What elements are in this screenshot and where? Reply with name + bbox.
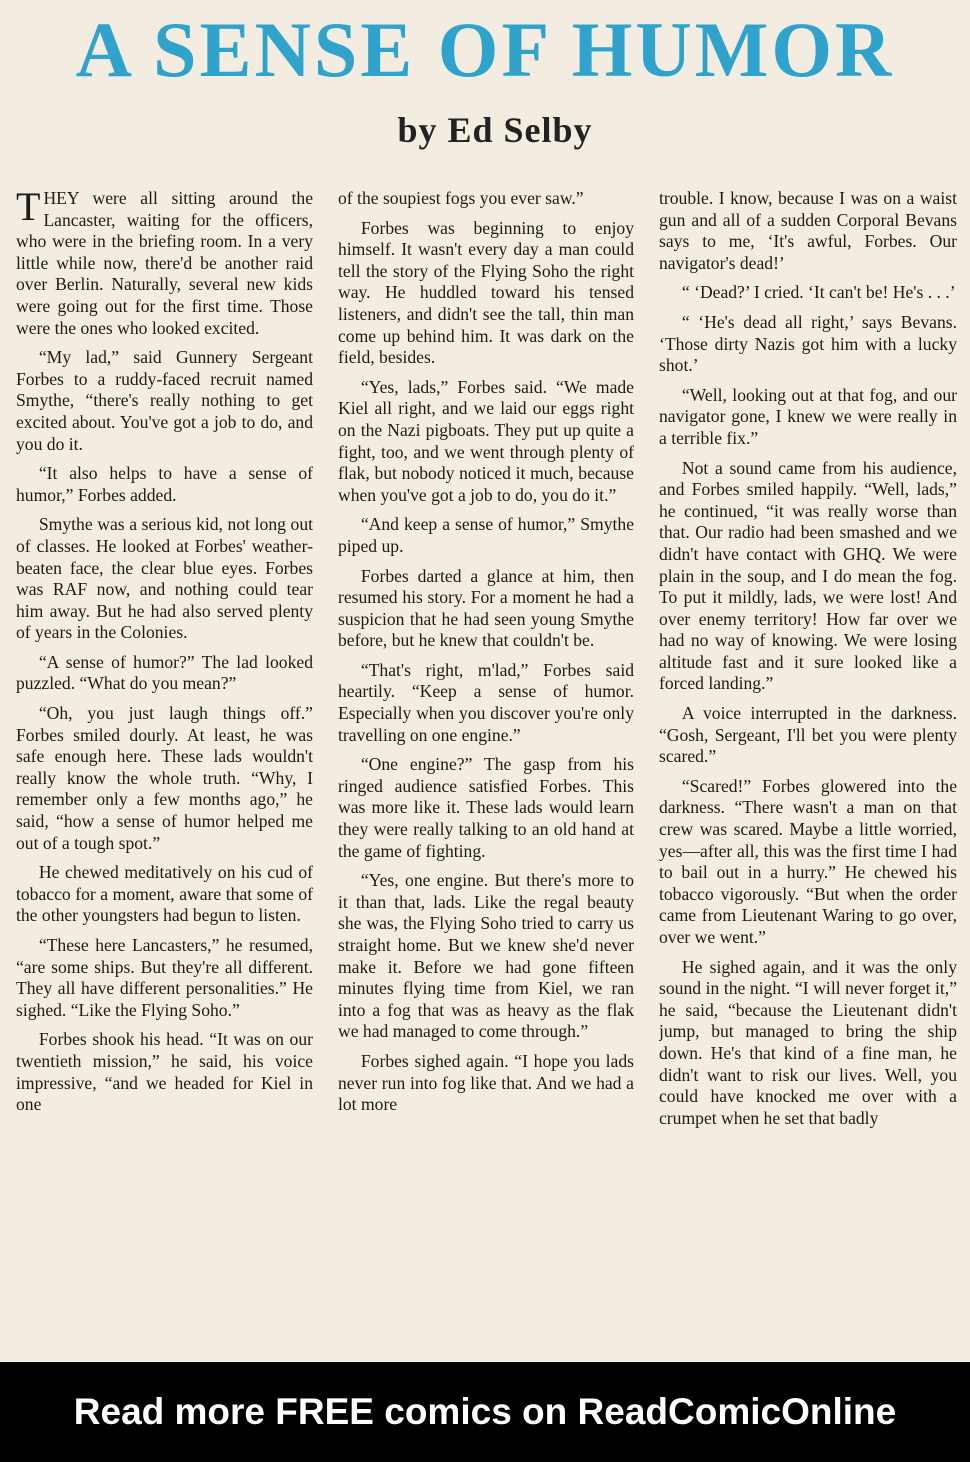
- promo-banner[interactable]: Read more FREE comics on ReadComicOnline: [0, 1362, 970, 1462]
- paragraph: “These here Lancasters,” he resumed, “are some ships. But they're all different. They all have different personalities.” He sighed. “Like the Flying Soho.”: [16, 935, 313, 1020]
- paragraph: Forbes darted a glance at him, then resumed his story. For a moment he had a suspicion that he had seen young Smythe before, but he knew that couldn't be.: [338, 565, 634, 651]
- paragraph: “And keep a sense of humor,” Smythe piped up.: [338, 514, 634, 556]
- paragraph-text: HEY were all sitting around the Lancaster, waiting for the officers, who were in the briefing room. In a very little while now, there'd be another raid over Berlin. Naturally, several new kids were going out for the first time. Those were the ones who looked excited.: [16, 188, 313, 338]
- paragraph: “Yes, one engine. But there's more to it than that, lads. Like the regal beauty she was, the Flying Soho tried to carry us straight home. But we knew she'd never make it. Before we had gone fifteen minutes flying time from Kiel, we ran into a fog that was as heavy as the flak we had managed to come through.”: [338, 870, 634, 1042]
- drop-cap: T: [16, 188, 41, 229]
- paragraph: He chewed meditatively on his cud of tobacco for a moment, aware that some of the other youngsters had begun to listen.: [16, 862, 313, 926]
- paragraph: “ ‘Dead?’ I cried. ‘It can't be! He's . . .’: [681, 282, 956, 303]
- paragraph: “Well, looking out at that fog, and our navigator gone, I knew we were really in a terrible fix.”: [659, 384, 957, 448]
- paragraph: Forbes was beginning to enjoy himself. It wasn't every day a man could tell the story of the Flying Soho the right way. He huddled toward his tensed listeners, and didn't see the tall, thin man come up behind him. It was dark on the field, besides.: [338, 217, 634, 368]
- paragraph: “One engine?” The gasp from his ringed audience satisfied Forbes. This was more like it. These lads would learn they were really talking to an old hand at the game of fighting.: [338, 754, 634, 861]
- paragraph: of the soupiest fogs you ever saw.”: [338, 188, 584, 208]
- text-column-3: [659, 188, 957, 1348]
- paragraph: “Scared!” Forbes glowered into the darkness. “There wasn't a man on that crew was scared. Maybe a little worried, yes—after all, this was the first time I had to bail out in a hurry.” He chewed his tobacco vigorously. “But when the order came from Lieutenant Waring to go over, over we went.”: [659, 775, 957, 947]
- text-column-2: [338, 188, 634, 1348]
- paragraph: trouble. I know, because I was on a waist gun and all of a sudden Corporal Bevans says to me, ‘It's awful, Forbes. Our navigator's dead!’: [659, 188, 957, 273]
- paragraph: He sighed again, and it was the only sound in the night. “I will never forget it,” he said, “because the Lieutenant didn't jump, but managed to bring the ship down. He's that kind of a fine man, he didn't want to risk our lives. Well, you could have knocked me over with a crumpet when he set that badly: [659, 956, 957, 1128]
- paragraph: [16, 188, 313, 339]
- paragraph: “A sense of humor?” The lad looked puzzled. “What do you mean?”: [16, 651, 313, 694]
- paragraph: A voice interrupted in the darkness. “Gosh, Sergeant, I'll bet you were plenty scared.”: [659, 703, 957, 767]
- paragraph: Smythe was a serious kid, not long out of classes. He looked at Forbes' weather-beaten face, the clear blue eyes. Forbes was RAF now, and nothing could tear him away. But he had also served plenty of years in the Colonies.: [16, 514, 313, 643]
- story-title: A SENSE OF HUMOR: [75, 6, 895, 93]
- paragraph: “Oh, you just laugh things off.” Forbes smiled dourly. At least, he was safe enough here. These lads wouldn't really know the whole truth. “Why, I remember only a few months ago,” he said, “how a sense of humor helped me out of a tough spot.”: [16, 703, 313, 853]
- paragraph: Forbes sighed again. “I hope you lads never run into fog like that. And we had a lot more: [338, 1050, 634, 1115]
- paragraph: “ ‘He's dead all right,’ says Bevans. ‘Those dirty Nazis got him with a lucky shot.’: [659, 311, 957, 376]
- text-column-1: [16, 188, 313, 1348]
- paragraph: “That's right, m'lad,” Forbes said heartily. “Keep a sense of humor. Especially when you discover you're only travelling on one engine.”: [338, 659, 634, 745]
- paragraph: “My lad,” said Gunnery Sergeant Forbes to a ruddy-faced recruit named Smythe, “there's really nothing to get excited about. You've got a job to do, and you do it.: [16, 347, 313, 454]
- paragraph: “Yes, lads,” Forbes said. “We made Kiel all right, and we laid our eggs right on the Nazi pigboats. They put up quite a fight, too, and we went through plenty of flak, but nobody noticed it much, because when you've got a job to do, you do it.”: [338, 376, 634, 505]
- paragraph: “It also helps to have a sense of humor,” Forbes added.: [16, 463, 313, 505]
- story-byline: by Ed Selby: [397, 110, 593, 150]
- paragraph: Forbes shook his head. “It was on our twentieth mission,” he said, his voice impressive, “and we headed for Kiel in one: [16, 1029, 313, 1115]
- paragraph: Not a sound came from his audience, and Forbes smiled happily. “Well, lads,” he continued, “it was really worse than that. Our radio had been smashed and we didn't have contact with GHQ. We were plain in the soup, and I do mean the fog. To put it mildly, lads, we were lost! And over enemy territory! How far over we had no way of knowing. We were losing altitude fast and it sure looked like a forced landing.”: [659, 457, 957, 694]
